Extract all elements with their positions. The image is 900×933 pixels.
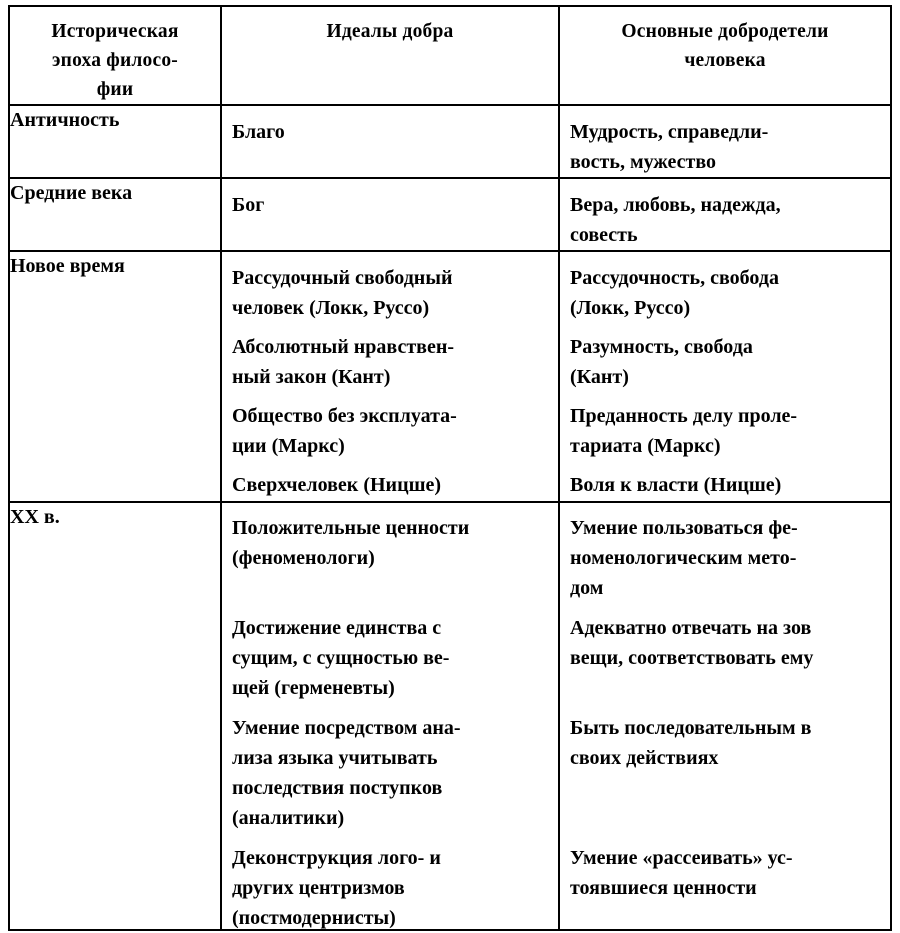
text-line: Быть последовательным в (570, 717, 812, 739)
virtues-cell (559, 105, 891, 178)
virtue-block-list (560, 252, 890, 500)
text-line: тариата (Маркс) (570, 435, 721, 457)
table-row (9, 502, 891, 930)
text-line: Общество без эксплуата- (232, 405, 457, 427)
virtue-block (560, 713, 890, 773)
text-line: (постмодернисты) (232, 907, 396, 929)
text-line: Рассудочность, свобода (570, 267, 779, 289)
text-line: дом (570, 577, 604, 599)
text-line: последствия поступков (232, 777, 443, 799)
virtues-cell (559, 502, 891, 930)
ideal-block (222, 470, 558, 500)
text-line: Умение пользоваться фе- (570, 517, 798, 539)
ideal-block (222, 106, 558, 147)
text-line: (Кант) (570, 366, 629, 388)
text-line: (аналитики) (232, 807, 345, 829)
ideals-cell (221, 251, 559, 502)
virtue-block (560, 332, 890, 392)
ideals-cell (221, 105, 559, 178)
virtues-cell (559, 178, 891, 251)
text-line: Адекватно отвечать на зов (570, 617, 812, 639)
text-line: лиза языка учитывать (232, 747, 438, 769)
ideal-block (222, 332, 558, 392)
ideals-cell (221, 502, 559, 930)
text-line: Абсолютный нравствен- (232, 336, 455, 358)
virtue-block (560, 179, 890, 250)
text-line: Вера, любовь, надежда, (570, 194, 781, 216)
text-line: Умение посредством ана- (232, 717, 461, 739)
virtue-block (560, 106, 890, 177)
header-line: эпоха филосо- (52, 50, 178, 71)
philosophy-virtues-table (8, 5, 892, 931)
header-line: фии (96, 79, 134, 100)
text-line: Мудрость, справедли- (570, 121, 769, 143)
column-header-ideals (221, 6, 559, 105)
text-line: Достижение единства с (232, 617, 442, 639)
text-line: Сверхчеловек (Ницше) (232, 474, 442, 496)
text-line: вость, мужество (570, 151, 717, 173)
text-line: ции (Маркс) (232, 435, 345, 457)
ideal-block (222, 401, 558, 461)
header-line: Идеалы добра (326, 21, 454, 42)
text-line: Деконструкция лого- и (232, 847, 441, 869)
text-line: номенологическим мето- (570, 547, 797, 569)
text-line: вещи, соответствовать ему (570, 647, 814, 669)
text-line: (Локк, Руссо) (570, 297, 691, 319)
text-line: Разумность, свобода (570, 336, 753, 358)
table-row (9, 178, 891, 251)
text-line: совесть (570, 224, 638, 246)
text-line: других центризмов (232, 877, 405, 899)
virtue-block (560, 470, 890, 500)
text-line: сущим, с сущностью ве- (232, 647, 450, 669)
ideal-block (222, 843, 558, 933)
virtue-block (560, 513, 890, 603)
header-line: Историческая (51, 21, 179, 42)
virtues-cell (559, 251, 891, 502)
text-line: Рассудочный свободный (232, 267, 453, 289)
text-line: своих действиях (570, 747, 719, 769)
table-header-row (9, 6, 891, 105)
text-line: Умение «рассеивать» ус- (570, 847, 793, 869)
ideal-block (222, 513, 558, 573)
text-line: Воля к власти (Ницше) (570, 474, 782, 496)
virtue-block (560, 613, 890, 673)
text-line: Преданность делу проле- (570, 405, 798, 427)
header-line: человека (684, 50, 766, 71)
era-cell: Новое время (9, 251, 221, 502)
column-header-virtues (559, 6, 891, 105)
header-line: Основные добродетели (621, 21, 829, 42)
text-line: Благо (232, 121, 285, 143)
ideal-block (222, 713, 558, 833)
ideal-block (222, 263, 558, 323)
ideals-cell (221, 178, 559, 251)
text-line: ный закон (Кант) (232, 366, 391, 388)
virtue-block (560, 401, 890, 461)
era-cell: Античность (9, 105, 221, 178)
ideal-block-list (222, 252, 558, 500)
era-cell: XX в. (9, 502, 221, 930)
text-line: Бог (232, 194, 265, 216)
text-line: тоявшиеся ценности (570, 877, 757, 899)
ideal-block (222, 613, 558, 703)
table-row (9, 251, 891, 502)
text-line: щей (герменевты) (232, 677, 395, 699)
column-header-era (9, 6, 221, 105)
table-container (8, 5, 890, 929)
text-line: Положительные ценности (232, 517, 470, 539)
virtue-block (560, 843, 890, 903)
text-line: человек (Локк, Руссо) (232, 297, 430, 319)
table-row (9, 105, 891, 178)
ideal-block (222, 179, 558, 220)
virtue-block (560, 263, 890, 323)
text-line: (феноменологи) (232, 547, 375, 569)
era-cell: Средние века (9, 178, 221, 251)
